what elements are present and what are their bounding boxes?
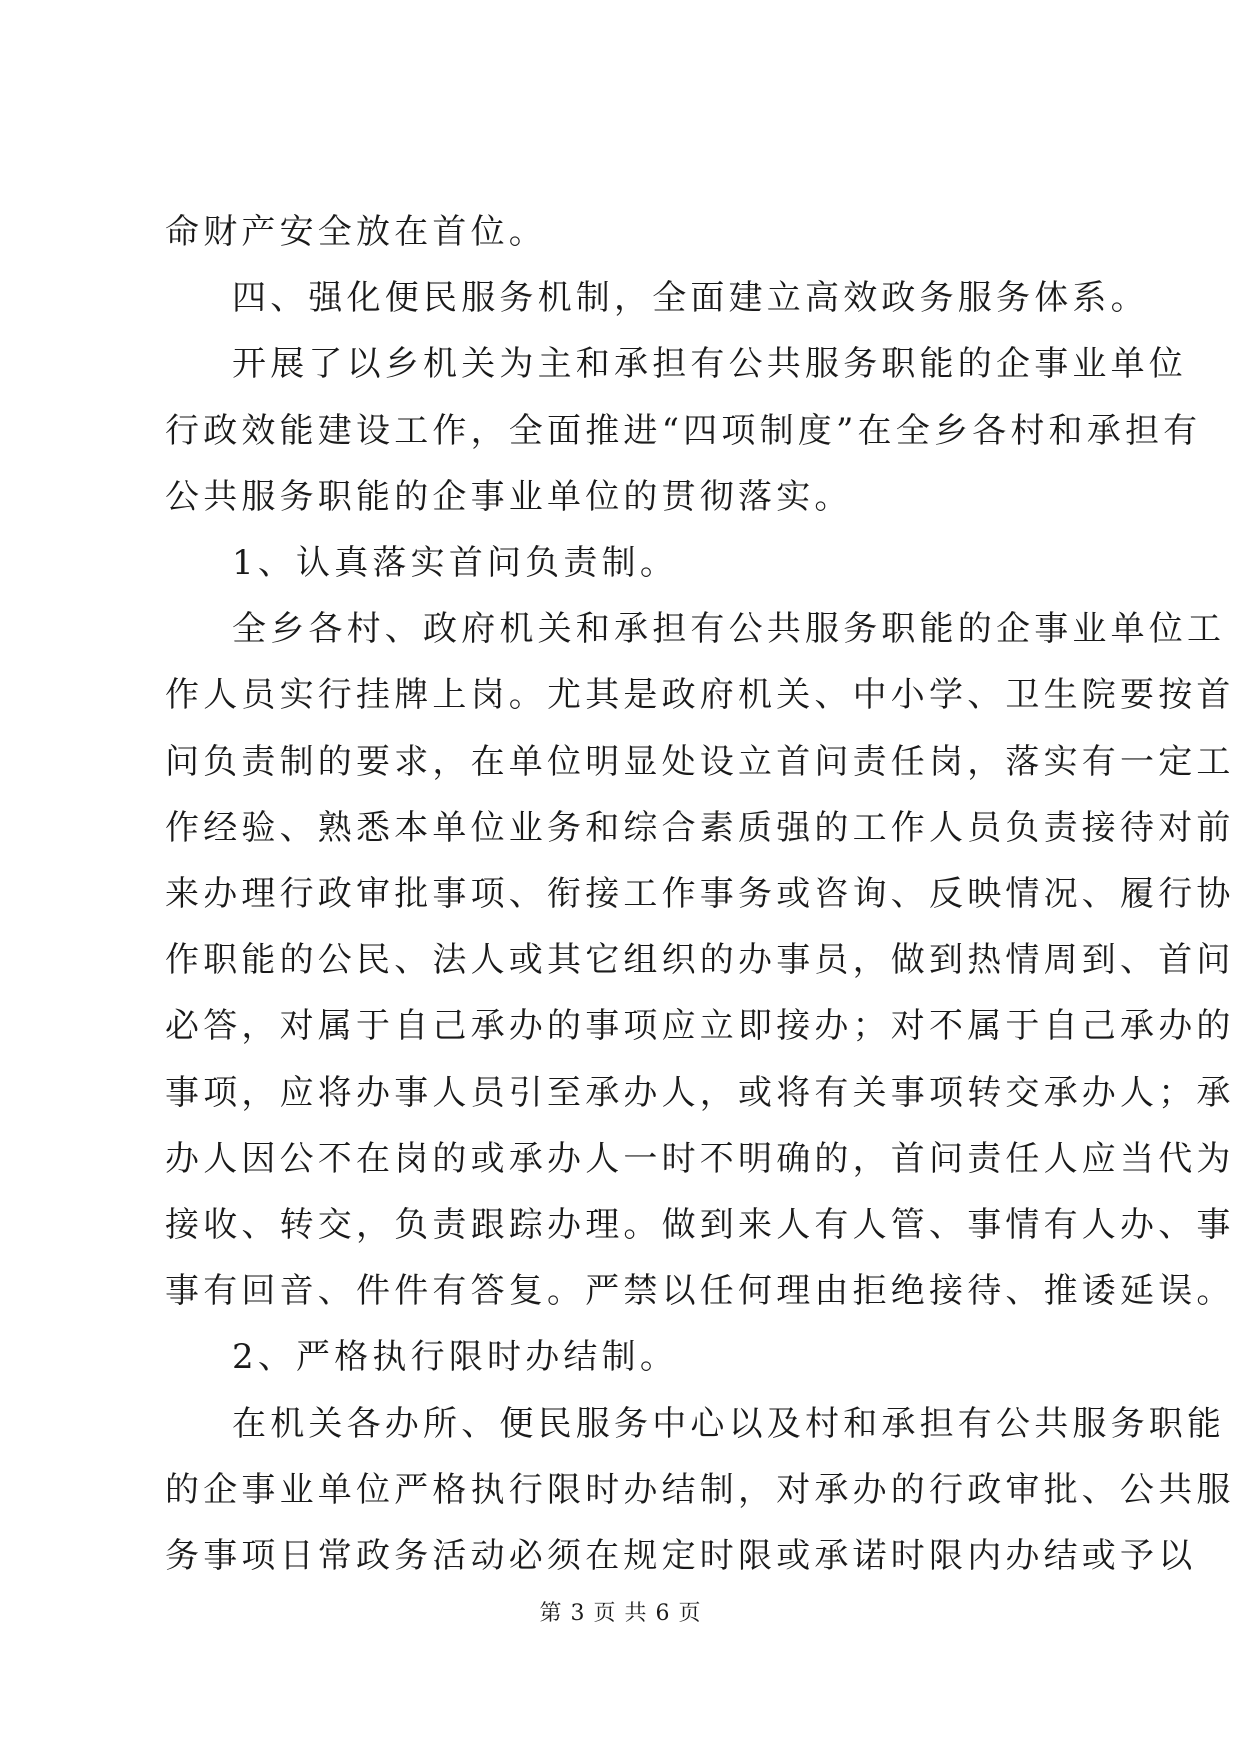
section-heading: 四、强化便民服务机制，全面建立高效政务服务体系。 bbox=[232, 278, 1149, 318]
body-text-line: 作人员实行挂牌上岗。尤其是政府机关、中小学、卫生院要按首 bbox=[165, 675, 1235, 715]
body-text-line: 开展了以乡机关为主和承担有公共服务职能的企事业单位 bbox=[232, 344, 1187, 384]
body-text-line: 全乡各村、政府机关和承担有公共服务职能的企事业单位工 bbox=[232, 609, 1226, 649]
page-number-footer: 第 3 页 共 6 页 bbox=[539, 1601, 702, 1626]
body-text-line: 问负责制的要求，在单位明显处设立首问责任岗，落实有一定工 bbox=[165, 742, 1235, 782]
body-text-line: 接收、转交，负责跟踪办理。做到来人有人管、事情有人办、事 bbox=[165, 1205, 1235, 1245]
body-text-line: 作经验、熟悉本单位业务和综合素质强的工作人员负责接待对前 bbox=[165, 808, 1235, 848]
body-text-line: 来办理行政审批事项、衔接工作事务或咨询、反映情况、履行协 bbox=[165, 874, 1235, 914]
subsection-heading: 1、认真落实首问负责制。 bbox=[232, 543, 679, 583]
body-text-line: 的企事业单位严格执行限时办结制，对承办的行政审批、公共服 bbox=[165, 1470, 1235, 1510]
body-text-line: 命财产安全放在首位。 bbox=[165, 212, 547, 252]
body-text-line: 事有回音、件件有答复。严禁以任何理由拒绝接待、推诿延误。 bbox=[165, 1271, 1235, 1311]
body-text-line: 事项，应将办事人员引至承办人，或将有关事项转交承办人；承 bbox=[165, 1073, 1235, 1113]
body-text-line: 公共服务职能的企事业单位的贯彻落实。 bbox=[165, 477, 853, 517]
body-text-line: 行政效能建设工作，全面推进“四项制度”在全乡各村和承担有 bbox=[165, 411, 1202, 451]
body-text-line: 务事项日常政务活动必须在规定时限或承诺时限内办结或予以 bbox=[165, 1536, 1197, 1576]
subsection-heading: 2、严格执行限时办结制。 bbox=[232, 1337, 679, 1377]
body-text-line: 办人因公不在岗的或承办人一时不明确的，首问责任人应当代为 bbox=[165, 1139, 1235, 1179]
body-text-line: 必答，对属于自己承办的事项应立即接办；对不属于自己承办的 bbox=[165, 1006, 1235, 1046]
body-text-line: 在机关各办所、便民服务中心以及村和承担有公共服务职能 bbox=[232, 1404, 1226, 1444]
body-text-line: 作职能的公民、法人或其它组织的办事员，做到热情周到、首问 bbox=[165, 940, 1235, 980]
